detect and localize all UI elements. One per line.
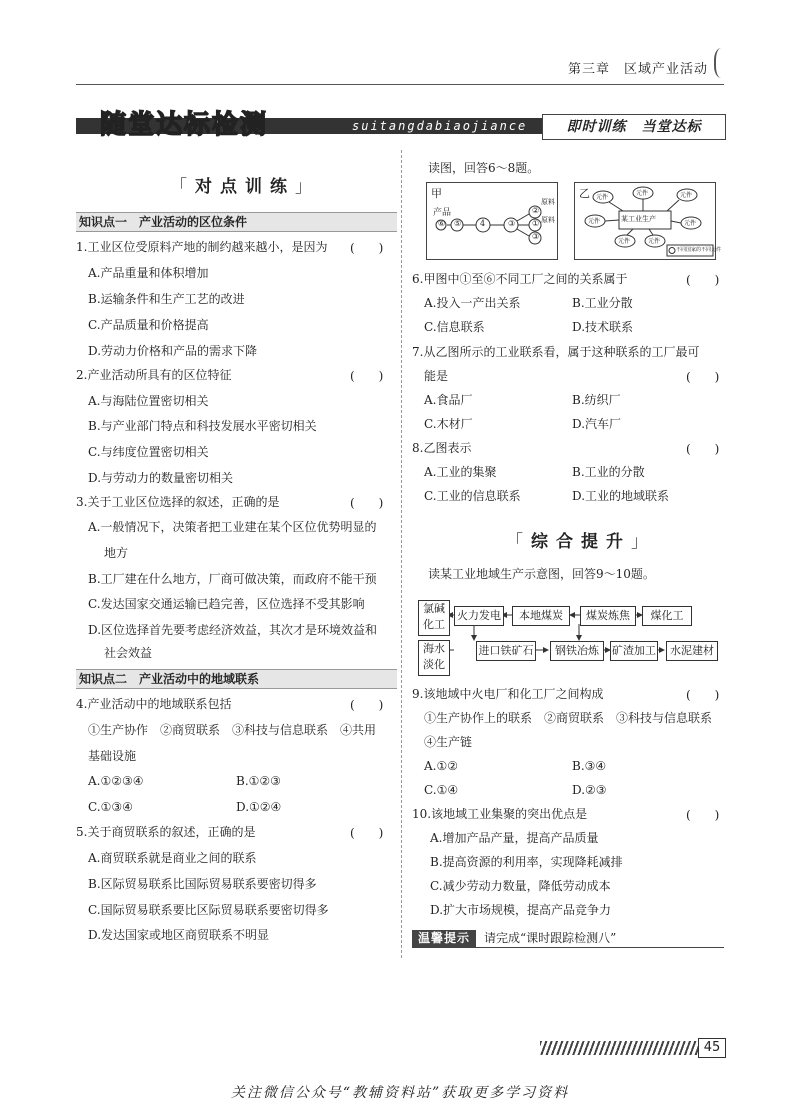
footer-note: 关注微信公众号“教辅资料站”获取更多学习资料	[230, 1085, 570, 1101]
figure-jia-label: 甲	[431, 187, 442, 200]
chapter-header: 第三章 区域产业活动	[567, 62, 708, 77]
part-label: 元件	[684, 220, 697, 227]
q9-option-c: C.①④	[424, 783, 459, 797]
q9-items-cont: ④生产链	[424, 735, 473, 749]
node-6: ⑥	[438, 219, 446, 228]
q9-option-a: A.①②	[424, 759, 458, 773]
q2-option-c: C.与纬度位置密切相关	[88, 445, 209, 459]
part-label: 元件	[648, 238, 661, 245]
q4-items-cont: 基础设施	[88, 749, 137, 763]
q7-option-b: B.纺织厂	[572, 393, 621, 407]
part-label: 元件	[596, 194, 609, 201]
banner-pinyin: suitangdabiaojiance	[352, 119, 528, 133]
question-9: 9.该地域中火电厂和化工厂之间构成	[412, 687, 604, 701]
flow-local-coal: 本地煤炭	[512, 606, 570, 626]
question-10: 10.该地域工业集聚的突出优点是	[412, 807, 588, 821]
figure-yi-legend: 不同国家的不同元件	[676, 247, 722, 253]
q4-items: ①生产协作 ②商贸联系 ③科技与信息联系 ④共用	[88, 723, 377, 737]
flow-thermal-power: 火力发电	[454, 606, 504, 626]
figure-yi	[574, 182, 722, 260]
section-title-practice: 「 对点训练 」	[170, 172, 320, 197]
node-3-center: ③	[508, 219, 516, 228]
q7-option-a: A.食品厂	[424, 393, 473, 407]
question-4: 4.产业活动中的地域联系包括	[76, 697, 232, 711]
knowledge-point-1: 知识点一 产业活动的区位条件	[76, 212, 397, 232]
part-label: 元件	[636, 190, 649, 197]
q3-option-d: D.区位选择首先要考虑经济效益，其次才是环境效益和	[88, 623, 378, 637]
banner-title: 随堂达标检测	[100, 110, 269, 140]
answer-paren-5[interactable]: ( )	[350, 826, 384, 840]
flow-slag-processing: 矿渣加工	[610, 641, 658, 661]
flow-coal-chemical: 煤化工	[642, 606, 692, 626]
figure-yi-center-label: 某工业生产	[621, 215, 656, 223]
flow-imported-ore: 进口铁矿石	[476, 641, 536, 661]
q2-option-a: A.与海陆位置密切相关	[88, 394, 209, 408]
question-7-cont: 能是	[424, 369, 449, 383]
q4-option-d: D.①②④	[236, 800, 282, 814]
q3-option-b: B.工厂建在什么地方，厂商可做决策，而政府不能干预	[88, 572, 377, 586]
q1-option-c: C.产品质量和价格提高	[88, 318, 209, 332]
answer-paren-8[interactable]: ( )	[686, 442, 720, 456]
question-6: 6.甲图中①至⑥不同工厂之间的关系属于	[412, 272, 628, 286]
q7-option-c: C.木材厂	[424, 417, 473, 431]
node-4: 4	[480, 219, 486, 228]
q6-option-b: B.工业分散	[572, 296, 633, 310]
answer-paren-6[interactable]: ( )	[686, 273, 720, 287]
answer-paren-2[interactable]: ( )	[350, 369, 384, 383]
q10-option-c: C.减少劳动力数量，降低劳动成本	[430, 879, 611, 893]
tip-text: 请完成“课时跟踪检测八”	[484, 931, 617, 945]
q3-option-d-cont: 社会效益	[104, 646, 153, 660]
q10-option-b: B.提高资源的利用率，实现降耗减排	[430, 855, 623, 869]
figure-jia-product-label: 产品	[433, 208, 452, 218]
header-bracket-decoration	[714, 48, 728, 78]
flow-cement: 水泥建材	[666, 641, 718, 661]
q1-option-d: D.劳动力价格和产品的需求下降	[88, 344, 258, 358]
flow-chlor-alkali: 氯碱化工	[418, 600, 450, 636]
answer-paren-1[interactable]: ( )	[350, 241, 384, 255]
q6-option-d: D.技术联系	[572, 320, 634, 334]
q7-option-d: D.汽车厂	[572, 417, 622, 431]
q1-option-a: A.产品重量和体积增加	[88, 266, 209, 280]
figure-jia-raw-label-2: 原料	[541, 216, 555, 224]
q8-option-d: D.工业的地域联系	[572, 489, 670, 503]
q5-option-c: C.国际贸易联系要比区际贸易联系要密切得多	[88, 903, 329, 917]
q5-option-b: B.区际贸易联系比国际贸易联系要密切得多	[88, 877, 317, 891]
q9-option-d: D.②③	[572, 783, 607, 797]
q10-option-d: D.扩大市场规模，提高产品竞争力	[430, 903, 612, 917]
answer-paren-10[interactable]: ( )	[686, 808, 720, 822]
q8-option-b: B.工业的分散	[572, 465, 645, 479]
flow-coking: 煤炭炼焦	[580, 606, 636, 626]
answer-paren-7[interactable]: ( )	[686, 370, 720, 384]
q3-option-a-cont: 地方	[104, 546, 129, 560]
q8-option-c: C.工业的信息联系	[424, 489, 521, 503]
q3-option-c: C.发达国家交通运输已趋完善，区位选择不受其影响	[88, 597, 365, 611]
q1-option-b: B.运输条件和生产工艺的改进	[88, 292, 245, 306]
page-number-hatch	[540, 1041, 698, 1055]
question-5: 5.关于商贸联系的叙述，正确的是	[76, 825, 256, 839]
q4-option-c: C.①③④	[88, 800, 133, 814]
q3-option-a: A.一般情况下，决策者把工业建在某个区位优势明显的	[88, 520, 377, 534]
question-7: 7.从乙图所示的工业联系看，属于这种联系的工厂最可	[412, 345, 700, 359]
part-label: 元件	[588, 218, 601, 225]
page-number: 45	[698, 1038, 726, 1058]
part-label: 元件	[680, 192, 693, 199]
figure-jia	[426, 182, 558, 260]
question-2: 2.产业活动所具有的区位特征	[76, 368, 232, 382]
answer-paren-4[interactable]: ( )	[350, 698, 384, 712]
q2-option-b: B.与产业部门特点和科技发展水平密切相关	[88, 419, 317, 433]
flow-arrows	[414, 590, 726, 674]
q6-option-c: C.信息联系	[424, 320, 485, 334]
q10-option-a: A.增加产品产量，提高产品质量	[430, 831, 599, 845]
section-title-advanced: 「 综合提升 」	[506, 527, 656, 552]
q5-option-a: A.商贸联系就是商业之间的联系	[88, 851, 257, 865]
q4-option-b: B.①②③	[236, 774, 281, 788]
q2-option-d: D.与劳动力的数量密切相关	[88, 471, 234, 485]
node-3-raw: ③	[532, 232, 540, 241]
tip-rule	[412, 947, 724, 948]
question-8: 8.乙图表示	[412, 441, 472, 455]
figure-yi-label: 乙	[579, 187, 590, 200]
question-1: 1.工业区位受原料产地的制约越来越小，是因为	[76, 240, 328, 254]
figure-jia-raw-label-1: 原料	[541, 198, 555, 206]
node-1: ①	[532, 219, 540, 228]
industrial-flow-diagram	[414, 590, 726, 674]
answer-paren-3[interactable]: ( )	[350, 496, 384, 510]
header-rule	[76, 84, 724, 85]
flow-steel-smelting: 钢铁冶炼	[550, 641, 604, 661]
tip-label: 温馨提示	[412, 930, 476, 947]
column-divider	[401, 150, 402, 958]
q6-option-a: A.投入一产出关系	[424, 296, 521, 310]
node-2: ②	[532, 206, 540, 215]
intro-9-10: 读某工业地域生产示意图，回答9～10题。	[428, 567, 655, 581]
q8-option-a: A.工业的集聚	[424, 465, 497, 479]
q5-option-d: D.发达国家或地区商贸联系不明显	[88, 928, 270, 942]
intro-6-8: 读图，回答6～8题。	[428, 161, 540, 175]
question-3: 3.关于工业区位选择的叙述，正确的是	[76, 495, 280, 509]
node-5: ⑤	[454, 219, 462, 228]
answer-paren-9[interactable]: ( )	[686, 688, 720, 702]
flow-desalination: 海水淡化	[418, 640, 450, 676]
part-label: 元件	[618, 238, 631, 245]
knowledge-point-2: 知识点二 产业活动中的地域联系	[76, 669, 397, 689]
q9-items: ①生产协作上的联系 ②商贸联系 ③科技与信息联系	[424, 711, 713, 725]
q9-option-b: B.③④	[572, 759, 607, 773]
q4-option-a: A.①②③④	[88, 774, 144, 788]
banner-subtitle: 即时训练 当堂达标	[542, 114, 726, 140]
